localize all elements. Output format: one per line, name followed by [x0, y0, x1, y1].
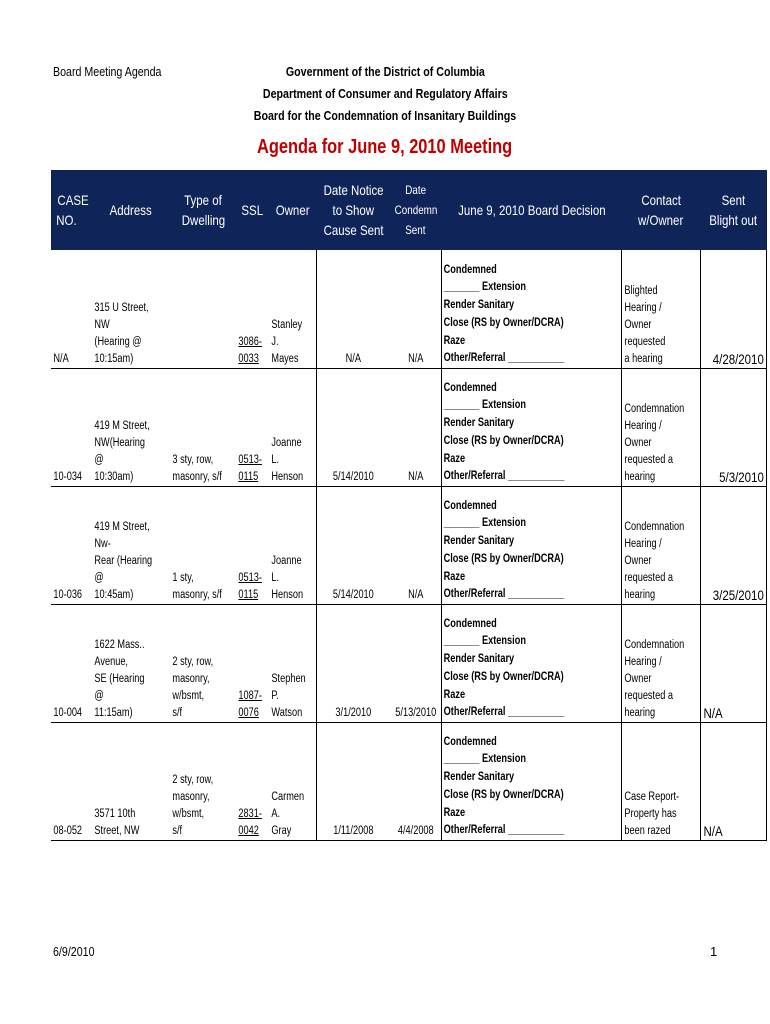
- address-cell: [92, 723, 170, 841]
- blight-sent-cell: [700, 369, 766, 487]
- dwelling-type: 2 sty, row, masonry, w/bsmt, s/f: [172, 774, 214, 837]
- contact-cell: [622, 487, 701, 605]
- decision-option-raze: Raze: [443, 806, 466, 819]
- decision-option-condemned: Condemned: [443, 499, 498, 512]
- case-no-cell: [51, 723, 92, 841]
- case-no-cell: [51, 487, 92, 605]
- blight-sent-cell: [700, 487, 766, 605]
- contact-text: Condemnation Hearing / Owner requested a hearing: [624, 639, 685, 719]
- board-decision-cell: [442, 250, 622, 369]
- contact-text: Case Report- Property has been razed: [624, 791, 680, 837]
- owner-name: Carmen A. Gray: [270, 791, 304, 837]
- condemn-sent-cell: [390, 723, 442, 841]
- notice-sent-cell: [317, 605, 390, 723]
- ssl-cell: [236, 369, 268, 487]
- col-header-owner: Owner: [269, 170, 317, 250]
- owner-name: Joanne L. Henson: [270, 555, 303, 601]
- notice-sent-cell: [317, 723, 390, 841]
- decision-option-condemned: Condemned: [443, 617, 498, 630]
- ssl-cell: [236, 605, 268, 723]
- blight-sent-date: N/A: [703, 823, 723, 839]
- dwelling-type: 3 sty, row, masonry, s/f: [172, 454, 222, 483]
- ssl-value: 3086- 0033: [238, 336, 263, 365]
- decision-option-raze: Raze: [443, 688, 466, 701]
- board-decision-cell: [442, 723, 622, 841]
- board-decision-cell: [442, 487, 622, 605]
- dwelling-type-cell: [170, 723, 236, 841]
- owner-cell: [269, 250, 317, 369]
- ssl-cell: [236, 723, 268, 841]
- address-text: 315 U Street, NW (Hearing @ 10:15am): [94, 302, 149, 365]
- col-header-contact: Contact w/Owner: [622, 170, 701, 250]
- decision-options: [442, 380, 585, 486]
- board-meeting-agenda-label: Board Meeting Agenda: [53, 64, 162, 79]
- notice-sent-date: N/A: [345, 353, 362, 365]
- ssl-cell: [236, 487, 268, 605]
- decision-option-render-sanitary: Render Sanitary: [443, 299, 515, 312]
- decision-options: [442, 734, 585, 840]
- decision-option-close: Close (RS by Owner/DCRA): [443, 552, 564, 565]
- col-header-ssl: SSL: [236, 170, 268, 250]
- table-row: [51, 487, 767, 605]
- blight-sent-date: 4/28/2010: [712, 351, 764, 367]
- notice-sent-cell: [317, 487, 390, 605]
- decision-option-extension: _______ Extension: [443, 753, 527, 766]
- condemn-sent-cell: [390, 487, 442, 605]
- agenda-table: [51, 170, 767, 841]
- decision-option-raze: Raze: [443, 334, 466, 347]
- address-text: 1622 Mass.. Avenue, SE (Hearing @ 11:15am): [94, 639, 145, 719]
- col-header-sent-blight: Sent Blight out: [700, 170, 766, 250]
- address-text: 3571 10th Street, NW: [94, 808, 140, 837]
- contact-text: Condemnation Hearing / Owner requested a hearing: [624, 521, 685, 601]
- address-cell: [92, 250, 170, 369]
- blight-sent-date: 5/3/2010: [719, 469, 764, 485]
- ssl-value: 0513- 0115: [238, 572, 263, 601]
- address-text: 419 M Street, NW(Hearing @ 10:30am): [94, 420, 150, 483]
- ssl-value: 0513- 0115: [238, 454, 263, 483]
- blight-sent-cell: [700, 605, 766, 723]
- address-cell: [92, 487, 170, 605]
- decision-option-condemned: Condemned: [443, 381, 498, 394]
- condemn-sent-date: 5/13/2010: [395, 707, 436, 719]
- col-header-date-condemn: Date Condemn Sent: [390, 170, 442, 250]
- owner-cell: [269, 723, 317, 841]
- decision-option-close: Close (RS by Owner/DCRA): [443, 316, 564, 329]
- decision-option-close: Close (RS by Owner/DCRA): [443, 434, 564, 447]
- decision-option-other: Other/Referral ___________: [443, 352, 565, 365]
- case-no-cell: [51, 369, 92, 487]
- org-line-government: Government of the District of Columbia: [285, 64, 485, 79]
- owner-name: Stanley J. Mayes: [270, 319, 302, 365]
- contact-text: Condemnation Hearing / Owner requested a hearing: [624, 403, 685, 483]
- col-header-date-notice: Date Notice to Show Cause Sent: [317, 170, 390, 250]
- owner-name: Stephen P. Watson: [270, 673, 306, 719]
- decision-option-extension: _______ Extension: [443, 281, 527, 294]
- decision-options: [442, 498, 585, 604]
- board-decision-cell: [442, 369, 622, 487]
- dwelling-type-cell: [170, 487, 236, 605]
- col-header-address: Address: [92, 170, 170, 250]
- case-no: N/A: [53, 353, 69, 365]
- notice-sent-cell: [317, 250, 390, 369]
- condemn-sent-cell: [390, 369, 442, 487]
- ssl-value: 2831- 0042: [238, 808, 263, 837]
- decision-option-render-sanitary: Render Sanitary: [443, 653, 515, 666]
- ssl-cell: [236, 250, 268, 369]
- dwelling-type-cell: [170, 250, 236, 369]
- blight-sent-cell: [700, 250, 766, 369]
- decision-option-close: Close (RS by Owner/DCRA): [443, 788, 564, 801]
- decision-option-raze: Raze: [443, 452, 466, 465]
- table-header-row: [51, 170, 767, 250]
- decision-option-render-sanitary: Render Sanitary: [443, 417, 515, 430]
- condemn-sent-date: N/A: [407, 471, 424, 483]
- blight-sent-cell: [700, 723, 766, 841]
- decision-options: [442, 262, 585, 368]
- footer-date: 6/9/2010: [53, 944, 95, 959]
- contact-text: Blighted Hearing / Owner requested a hearing: [624, 285, 666, 365]
- col-header-type-of-dwelling: Type of Dwelling: [170, 170, 236, 250]
- dwelling-type-cell: [170, 369, 236, 487]
- notice-sent-date: 3/1/2010: [335, 707, 372, 719]
- agenda-title: Agenda for June 9, 2010 Meeting: [257, 136, 513, 158]
- contact-cell: [622, 605, 701, 723]
- dwelling-type: 1 sty, masonry, s/f: [172, 572, 222, 601]
- page-number: 1: [710, 944, 718, 959]
- org-line-board: Board for the Condemnation of Insanitary Buildings: [253, 108, 517, 123]
- owner-name: Joanne L. Henson: [270, 437, 303, 483]
- ssl-value: 1087- 0076: [238, 690, 263, 719]
- blight-sent-date: 3/25/2010: [712, 587, 764, 603]
- table-row: [51, 723, 767, 841]
- condemn-sent-date: N/A: [407, 353, 424, 365]
- condemn-sent-date: N/A: [407, 589, 424, 601]
- condemn-sent-cell: [390, 605, 442, 723]
- decision-options: [442, 616, 585, 722]
- decision-option-other: Other/Referral ___________: [443, 824, 565, 837]
- decision-option-condemned: Condemned: [443, 735, 498, 748]
- address-text: 419 M Street, Nw- Rear (Hearing @ 10:45am): [94, 521, 153, 601]
- board-decision-cell: [442, 605, 622, 723]
- contact-cell: [622, 369, 701, 487]
- case-no: 10-004: [53, 707, 83, 719]
- address-cell: [92, 605, 170, 723]
- org-line-department: Department of Consumer and Regulatory Affairs: [262, 86, 508, 101]
- contact-cell: [622, 250, 701, 369]
- decision-option-extension: _______ Extension: [443, 635, 527, 648]
- col-header-board-decision: June 9, 2010 Board Decision: [442, 170, 622, 250]
- case-no: 08-052: [53, 825, 83, 837]
- col-header-case-no: CASE NO.: [51, 170, 92, 250]
- dwelling-type-cell: [170, 605, 236, 723]
- condemn-sent-cell: [390, 250, 442, 369]
- decision-option-condemned: Condemned: [443, 263, 498, 276]
- notice-sent-date: 5/14/2010: [332, 471, 374, 483]
- decision-option-close: Close (RS by Owner/DCRA): [443, 670, 564, 683]
- notice-sent-date: 5/14/2010: [332, 589, 374, 601]
- owner-cell: [269, 369, 317, 487]
- case-no: 10-034: [53, 471, 83, 483]
- case-no-cell: [51, 605, 92, 723]
- condemn-sent-date: 4/4/2008: [397, 825, 434, 837]
- dwelling-type: 2 sty, row, masonry, w/bsmt, s/f: [172, 656, 214, 719]
- decision-option-other: Other/Referral ___________: [443, 706, 565, 719]
- table-row: [51, 250, 767, 369]
- owner-cell: [269, 605, 317, 723]
- decision-option-render-sanitary: Render Sanitary: [443, 771, 515, 784]
- table-row: [51, 369, 767, 487]
- decision-option-extension: _______ Extension: [443, 517, 527, 530]
- owner-cell: [269, 487, 317, 605]
- decision-option-raze: Raze: [443, 570, 466, 583]
- notice-sent-date: 1/11/2008: [333, 825, 374, 837]
- decision-option-other: Other/Referral ___________: [443, 470, 565, 483]
- table-row: [51, 605, 767, 723]
- case-no-cell: [51, 250, 92, 369]
- decision-option-extension: _______ Extension: [443, 399, 527, 412]
- blight-sent-date: N/A: [703, 705, 723, 721]
- case-no: 10-036: [53, 589, 83, 601]
- address-cell: [92, 369, 170, 487]
- contact-cell: [622, 723, 701, 841]
- notice-sent-cell: [317, 369, 390, 487]
- decision-option-other: Other/Referral ___________: [443, 588, 565, 601]
- table-body: [51, 250, 767, 841]
- decision-option-render-sanitary: Render Sanitary: [443, 535, 515, 548]
